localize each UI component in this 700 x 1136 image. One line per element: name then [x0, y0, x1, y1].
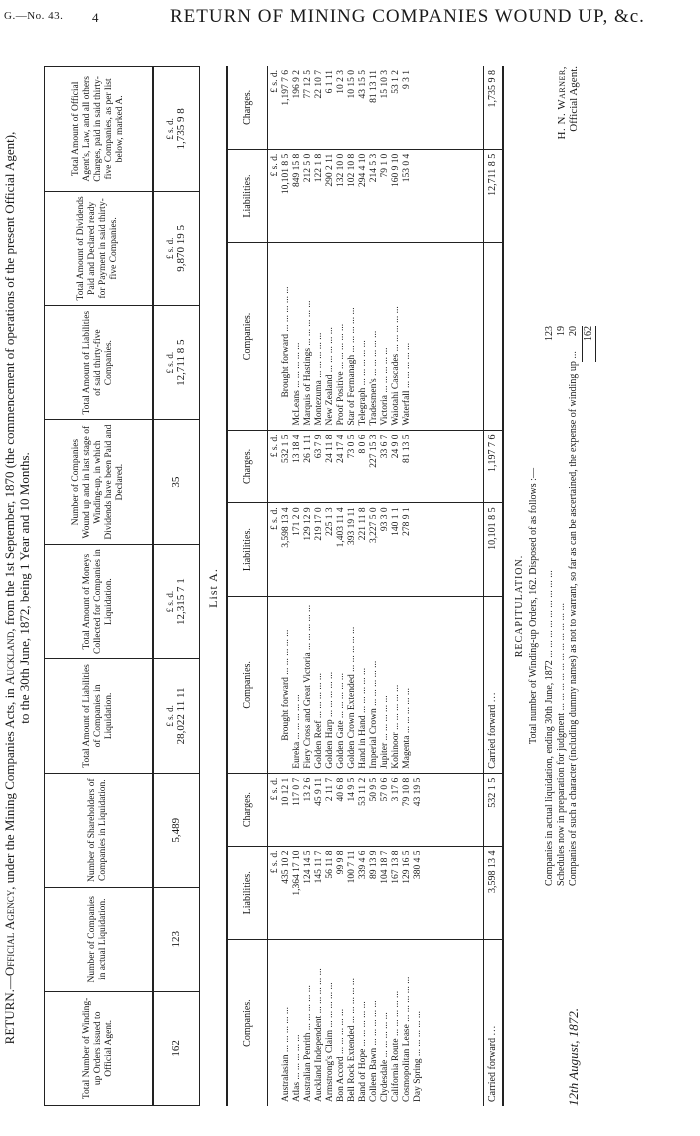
col-header-companies: Companies. — [227, 940, 267, 1106]
amount-cell: 77 12 5 — [302, 70, 313, 99]
summary-cell: £ s. d. 12,315 7 1 — [153, 544, 200, 658]
total-charges: 532 1 5 — [483, 773, 503, 846]
total-liabilities: 3,598 13 4 — [483, 846, 503, 940]
amount-cell: 3,227 5 0 — [368, 507, 379, 543]
amount-cell: 73 0 5 — [346, 434, 357, 459]
company-name: Victoria ... ... ... ... ... — [379, 347, 390, 426]
amount-cell: 10 2 3 — [335, 70, 346, 94]
total-charges: 1,197 7 6 — [483, 430, 503, 503]
company-name: Telegraph ... ... ... ... ... — [357, 340, 368, 426]
summary-header: Number of Shareholders of Companies in Liquidation. — [45, 773, 153, 887]
company-name: Hand in Hand ... ... ... ... ... — [357, 667, 368, 769]
charges-col — [267, 430, 483, 503]
company-name: Golden Crown Extended ... ... ... ... ... — [346, 626, 357, 769]
amount-cell: 532 1 5 — [280, 434, 291, 464]
carried-forward-label: Carried forward ... — [483, 940, 503, 1106]
company-name: Brought forward ... ... ... ... ... — [280, 286, 291, 398]
total-liabilities: 10,101 8 5 — [483, 503, 503, 597]
col-header-companies: Companies. — [227, 596, 267, 773]
company-name: California Route ... ... ... ... ... — [390, 990, 401, 1102]
company-name: Golden Reef ... ... ... ... ... — [313, 672, 324, 769]
company-name: Kohinoor ... ... ... ... ... — [390, 684, 401, 769]
paper-number: G.—No. 43. — [4, 10, 64, 22]
amount-cell: 435 10 2 — [280, 850, 291, 884]
amount-cell: 214 5 3 — [368, 153, 379, 183]
liabilities-col — [267, 503, 483, 597]
amount-cell: 24 17 4 — [335, 434, 346, 464]
names-col — [267, 596, 483, 773]
company-name: Fiery Cross and Great Victoria ... ... ... ... ... — [302, 604, 313, 769]
amount-cell: 219 17 0 — [313, 507, 324, 541]
list-a-table — [226, 66, 504, 1106]
amount-cell: 129 16 5 — [401, 850, 412, 884]
amount-cell: 3 17 6 — [390, 777, 401, 802]
names-col — [267, 243, 483, 430]
company-name: Clydesdale ... ... ... ... ... — [379, 1012, 390, 1102]
amount-cell: 57 0 6 — [379, 777, 390, 802]
amount-cell: 1,403 11 4 — [335, 507, 346, 548]
amount-cell: 225 1 3 — [324, 507, 335, 536]
amount-cell: 53 11 2 — [357, 777, 368, 806]
amount-cell: 849 15 8 — [291, 153, 302, 187]
list-a-heading: List A. — [206, 568, 220, 608]
summary-cell: £ s. d. 9,870 19 5 — [153, 191, 200, 305]
company-name: Day Spring ... ... ... ... ... — [412, 1010, 423, 1102]
charges-col — [267, 773, 483, 846]
amount-cell: 117 0 7 — [291, 777, 302, 806]
recap-line: Companies in actual liquidation, ending 30th June, 1872 ... ... ... ... ... ... ... ... ... 123 — [544, 326, 555, 886]
amount-cell: 81 13 11 — [368, 70, 379, 103]
currency-unit-row: £ s. d. — [269, 70, 280, 93]
amount-cell: 10,101 8 5 — [280, 153, 291, 195]
amount-cell: 102 10 8 — [346, 153, 357, 187]
amount-cell: 50 9 5 — [368, 777, 379, 802]
summary-cell: £ s. d. 1,735 9 8 — [153, 67, 200, 192]
summary-cell: £ s. d. 12,711 8 5 — [153, 306, 200, 420]
amount-cell: 1,364 17 10 — [291, 850, 302, 896]
rotated-return-sheet — [0, 40, 620, 1136]
company-name: Marquis of Hastings ... ... ... ... ... — [302, 300, 313, 426]
company-name: Brought forward ... ... ... ... ... — [280, 629, 291, 741]
amount-cell: 13 18 4 — [291, 434, 302, 464]
amount-cell: 43 19 5 — [412, 777, 423, 807]
company-name: Magenta ... ... ... ... ... — [401, 687, 412, 769]
unit-spacer — [270, 247, 281, 425]
amount-cell: 79 1 0 — [379, 153, 390, 178]
col-header-charges: Charges. — [227, 773, 267, 846]
return-title: RETURN.—Official Agency, under the Mining Companies Acts, in Auckland, from the 1st September, 1870 (the commencement of operations of the present Official Agent), to the 30th June, 1872, being 1 Year and 10 Months. — [2, 131, 32, 1045]
company-name: Tradesmen's ... ... ... ... ... — [368, 330, 379, 426]
amount-cell: 33 6 7 — [379, 434, 390, 459]
summary-cell: 123 — [153, 887, 200, 991]
amount-cell: 227 15 3 — [368, 434, 379, 468]
summary-cell: £ s. d. 28,022 11 11 — [153, 659, 200, 773]
amount-cell: 81 13 5 — [401, 434, 412, 464]
company-name: Eureka ... ... ... ... ... — [291, 694, 302, 769]
amount-cell: 132 10 0 — [335, 153, 346, 187]
amount-cell: 212 5 0 — [302, 153, 313, 183]
amount-cell: 40 6 8 — [335, 777, 346, 802]
amount-cell: 104 18 7 — [379, 850, 390, 884]
recapitulation — [514, 326, 598, 886]
company-name: Australasian ... ... ... ... ... — [280, 1007, 291, 1102]
amount-cell: 9 3 1 — [401, 70, 412, 89]
summary-cell: 5,489 — [153, 773, 200, 887]
summary-header: Total Amount of Official Agent's, Law, and all others Charges, paid in said thirty-five Companies, as per list below, marked A. — [45, 67, 153, 192]
amount-cell: 140 1 1 — [390, 507, 401, 536]
page-header — [0, 0, 700, 40]
amount-cell: 79 10 8 — [401, 777, 412, 807]
company-name: Golden Gate ... ... ... ... ... — [335, 672, 346, 769]
company-name: Imperial Crown ... ... ... ... ... — [368, 660, 379, 769]
page-number: 4 — [92, 10, 99, 25]
date-line: 12th August, 1872. — [566, 1008, 581, 1106]
currency-unit-row: £ s. d. — [269, 777, 280, 801]
amount-cell: 167 13 8 — [390, 850, 401, 884]
amount-cell: 99 9 8 — [335, 850, 346, 875]
amount-cell: 1,197 7 6 — [280, 70, 291, 106]
liabilities-col — [267, 149, 483, 243]
recap-title: RECAPITULATION. — [514, 554, 525, 658]
amount-cell: 10 12 1 — [280, 777, 291, 807]
currency-unit-row: £ s. d. — [269, 434, 280, 458]
amount-cell: 153 0 4 — [401, 153, 412, 183]
currency-unit-row: £ s. d. — [269, 507, 280, 531]
amount-cell: 339 4 6 — [357, 850, 368, 880]
unit-spacer — [270, 601, 281, 769]
amount-cell: 24 9 0 — [390, 434, 401, 459]
col-header-charges: Charges. — [227, 430, 267, 503]
summary-header: Number of Companies in actual Liquidation. — [45, 887, 153, 991]
summary-header: Total Amount of Moneys Collected for Companies in Liquidation. — [45, 544, 153, 658]
grand-total-liabilities: 12,711 8 5 — [483, 149, 503, 243]
grand-total-label — [483, 243, 503, 430]
charges-col — [267, 66, 483, 149]
company-name: McLeans ... ... ... ... ... — [291, 342, 302, 426]
company-name: Australian Penrith ... ... ... ... ... — [302, 985, 313, 1102]
amount-cell: 13 2 6 — [302, 777, 313, 802]
amount-cell: 196 9 2 — [291, 70, 302, 99]
amount-cell: 6 1 11 — [324, 70, 335, 94]
amount-cell: 122 1 8 — [313, 153, 324, 183]
carried-forward-label: Carried forward ... — [483, 596, 503, 773]
amount-cell: 63 7 9 — [313, 434, 324, 459]
running-title: RETURN OF MINING COMPANIES WOUND UP, &c. — [170, 6, 645, 27]
summary-header: Total Amount of Liabilities of Companies in Liquidation. — [45, 659, 153, 773]
amount-cell: 393 19 11 — [346, 507, 357, 545]
recap-total: 162 — [580, 326, 598, 886]
amount-cell: 24 11 8 — [324, 434, 335, 463]
amount-cell: 8 0 6 — [357, 434, 368, 454]
signature-block — [556, 66, 580, 256]
amount-cell: 278 9 1 — [401, 507, 412, 536]
summary-header: Total Amount of Liabilities of said thirty-five Companies. — [45, 306, 153, 420]
liabilities-col — [267, 846, 483, 940]
amount-cell: 3,598 13 4 — [280, 507, 291, 548]
company-name: New Zealand ... ... ... ... ... — [324, 327, 335, 426]
summary-header: Total Amount of Dividends Paid and Declared ready for Payment in said thirty-five Companies. — [45, 191, 153, 305]
col-header-charges: Charges. — [227, 66, 267, 149]
company-name: Bon Accord ... ... ... ... ... — [335, 1008, 346, 1102]
summary-cell: 35 — [153, 420, 200, 545]
company-name: Cosmopolitan Lease ... ... ... ... ... — [401, 976, 412, 1102]
amount-cell: 45 9 11 — [313, 777, 324, 806]
company-name: Golden Harp ... ... ... ... ... — [324, 671, 335, 769]
company-name: Waiotahi Cascades ... ... ... ... ... — [390, 306, 401, 426]
company-name: Auckland Independent ... ... ... ... ... — [313, 968, 324, 1102]
col-header-companies: Companies. — [227, 243, 267, 430]
company-name: Bell Rock Extended ... ... ... ... ... — [346, 977, 357, 1102]
summary-cell: 162 — [153, 991, 200, 1105]
amount-cell: 15 10 3 — [379, 70, 390, 99]
amount-cell: 26 1 11 — [302, 434, 313, 463]
currency-unit-row: £ s. d. — [269, 850, 280, 874]
company-name: Band of Hope ... ... ... ... ... — [357, 1001, 368, 1102]
amount-cell: 124 14 5 — [302, 850, 313, 884]
amount-cell: 93 3 0 — [379, 507, 390, 532]
amount-cell: 22 10 7 — [313, 70, 324, 99]
col-header-liabilities: Liabilities. — [227, 149, 267, 243]
amount-cell: 129 12 9 — [302, 507, 313, 541]
amount-cell: 14 9 5 — [346, 777, 357, 802]
company-name: Montezuma ... ... ... ... ... — [313, 332, 324, 426]
amount-cell: 380 4 5 — [412, 850, 423, 880]
col-header-liabilities: Liabilities. — [227, 503, 267, 597]
recap-subtitle: Total number of Winding-up Orders, 162. Disposed of as follows :— — [528, 468, 539, 744]
summary-header: Total Number of Winding-up Orders issued to Official Agent. — [45, 991, 153, 1105]
amount-cell: 221 11 8 — [357, 507, 368, 541]
company-name: Colleen Bawn ... ... ... ... ... — [368, 1000, 379, 1102]
company-name: Armstrong's Claim ... ... ... ... ... — [324, 982, 335, 1102]
amount-cell: 2 11 7 — [324, 777, 335, 802]
unit-spacer — [270, 944, 281, 1102]
company-name: Jupiter ... ... ... ... ... — [379, 695, 390, 769]
amount-cell: 89 13 9 — [368, 850, 379, 880]
amount-cell: 160 9 10 — [390, 153, 401, 187]
names-col — [267, 940, 483, 1106]
amount-cell: 145 11 7 — [313, 850, 324, 884]
company-name: Waterfall ... ... ... ... ... — [401, 342, 412, 426]
currency-unit-row: £ s. d. — [269, 153, 280, 177]
amount-cell: 290 2 11 — [324, 153, 335, 187]
amount-cell: 53 1 2 — [390, 70, 401, 94]
amount-cell: 294 4 10 — [357, 153, 368, 187]
recap-line: Companies of such a character (including dummy names) as not to warrant, so far as can be ascertained, the expense of winding up ... 20 — [568, 326, 579, 886]
signatory-title: Official Agent. — [568, 66, 580, 132]
amount-cell: 43 15 5 — [357, 70, 368, 99]
company-name: Star of Fermanagh ... ... ... ... ... — [346, 307, 357, 426]
summary-table — [44, 66, 200, 1106]
recap-line: Schedules now in preparation for judgment ... ... ... ... ... ... ... ... ... ... ... 19 — [556, 326, 567, 886]
amount-cell: 171 2 0 — [291, 507, 302, 536]
signatory-name: H. N. Warner, — [556, 66, 568, 140]
grand-total-charges: 1,735 9 8 — [483, 66, 503, 149]
company-name: Atlas ... ... ... ... ... — [291, 1034, 302, 1102]
summary-header: Number of Companies Wound up and in last stage of Winding-up, in which Dividends have been Paid and Declared. — [45, 420, 153, 545]
amount-cell: 100 7 11 — [346, 850, 357, 884]
col-header-liabilities: Liabilities. — [227, 846, 267, 940]
amount-cell: 10 15 0 — [346, 70, 357, 99]
company-name: Proof Positive ... ... ... ... ... — [335, 323, 346, 426]
amount-cell: 56 11 8 — [324, 850, 335, 879]
